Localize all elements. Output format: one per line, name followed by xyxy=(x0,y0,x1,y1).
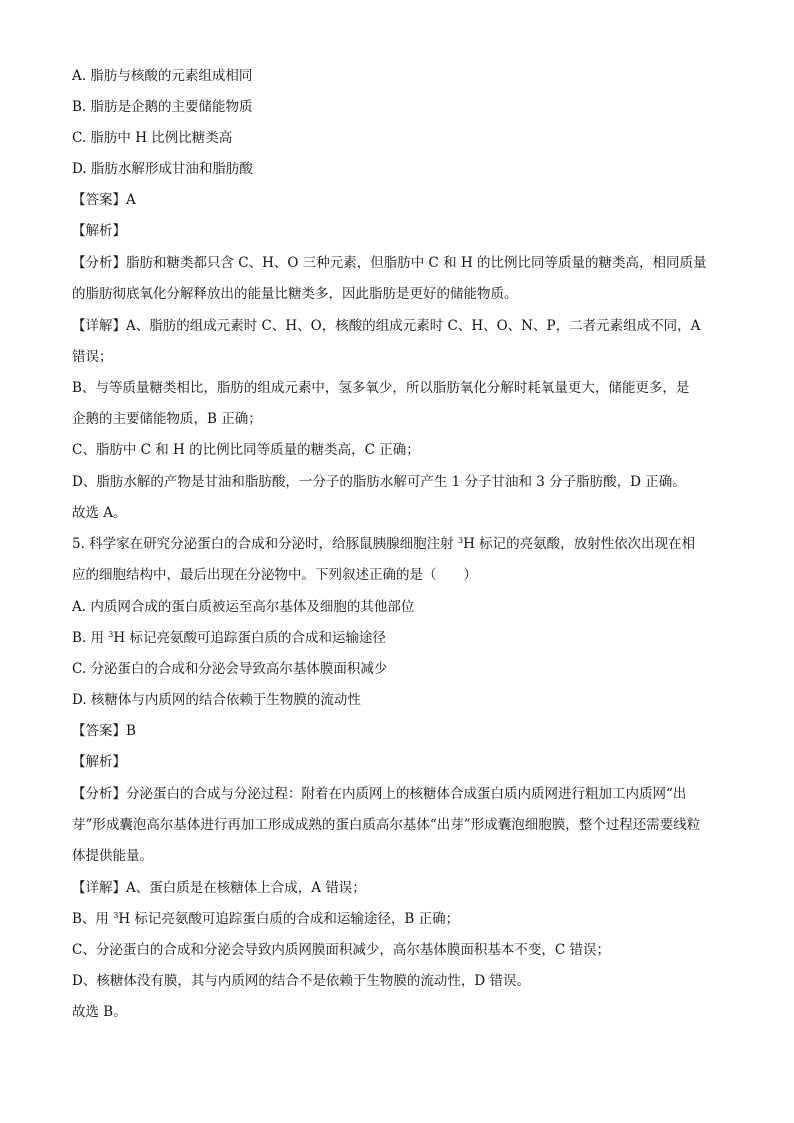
q4-detail-line-5: C、脂肪中 C 和 H 的比例比同等质量的糖类高，C 正确； xyxy=(72,442,420,458)
q5-detail-line-2 xyxy=(72,909,734,929)
q5-detail-line-3: C、分泌蛋白的合成和分泌会导致内质网膜面积减少，高尔基体膜面积基本不变，C 错误； xyxy=(72,942,610,958)
q4-fenxi-line-2: 的脂肪彻底氧化分解释放出的能量比糖类多，因此脂肪是更好的储能物质。 xyxy=(72,286,518,302)
q5-option-b-text-a: B. 用 xyxy=(72,630,109,646)
q5-option-c: C. 分泌蛋白的合成和分泌会导致高尔基体膜面积减少 xyxy=(72,661,388,677)
q4-detail-line-6: D、脂肪水解的产物是甘油和脂肪酸，一分子的脂肪水解可产生 1 分子甘油和 3 分子脂肪酸，D 正确。 xyxy=(72,474,686,490)
q4-conclusion: 故选 A。 xyxy=(72,505,127,521)
q5-stem-text-b: H 标记的亮氨酸，放射性依次出现在相 xyxy=(463,536,696,552)
q5-option-b-text-b: H 标记亮氨酸可追踪蛋白质的合成和运输途径 xyxy=(113,630,386,646)
q5-fenxi-line-3: 体提供能量。 xyxy=(72,848,153,864)
q4-detail-line-2: 错误； xyxy=(72,349,113,365)
q4-option-a: A. 脂肪与核酸的元素组成相同 xyxy=(72,68,253,84)
isotope-superscript: 3 xyxy=(457,536,464,545)
q5-stem-line-2: 应的细胞结构中，最后出现在分泌物中。下列叙述正确的是（ ） xyxy=(72,567,477,583)
q4-detail-line-4: 企鹅的主要储能物质，B 正确； xyxy=(72,411,262,427)
q5-option-d: D. 核糖体与内质网的结合依赖于生物膜的流动性 xyxy=(72,692,361,708)
q4-analysis-heading: 【解析】 xyxy=(72,223,126,239)
q5-fenxi-line-1: 【分析】分泌蛋白的合成与分泌过程：附着在内质网上的核糖体合成蛋白质内质网进行粗加工内质网“出 xyxy=(72,786,687,802)
q5-detail-line-4: D、核糖体没有膜，其与内质网的结合不是依赖于生物膜的流动性，D 错误。 xyxy=(72,973,530,989)
q4-detail-line-3: B、与等质量糖类相比，脂肪的组成元素中，氢多氧少，所以脂肪氧化分解时耗氧量更大，储能更多，是 xyxy=(72,380,690,396)
q4-answer: 【答案】A xyxy=(72,192,136,208)
q4-option-d: D. 脂肪水解形成甘油和脂肪酸 xyxy=(72,161,253,177)
q4-option-b: B. 脂肪是企鹅的主要储能物质 xyxy=(72,99,253,115)
q5-stem-text-a: 5. 科学家在研究分泌蛋白的合成和分泌时，给豚鼠胰腺细胞注射 xyxy=(72,536,458,552)
q5-detail-2-text-a: B、用 xyxy=(72,911,114,927)
isotope-superscript: 3 xyxy=(108,630,114,639)
q5-detail-line-1: 【详解】A、蛋白质是在核糖体上合成，A 错误； xyxy=(72,880,366,896)
q5-option-b xyxy=(72,628,734,648)
q5-fenxi-line-2: 芽”形成囊泡高尔基体进行再加工形成成熟的蛋白质高尔基体“出芽”形成囊泡细胞膜，整个过程还需要线粒 xyxy=(72,817,701,833)
q5-conclusion: 故选 B。 xyxy=(72,1004,127,1020)
q5-option-a: A. 内质网合成的蛋白质被运至高尔基体及细胞的其他部位 xyxy=(72,599,415,615)
q4-option-c: C. 脂肪中 H 比例比糖类高 xyxy=(72,130,233,146)
q4-detail-line-1: 【详解】A、脂肪的组成元素时 C、H、O，核酸的组成元素时 C、H、O、N、P，二者元素组成不同，A xyxy=(72,318,701,334)
q4-fenxi-line-1: 【分析】脂肪和糖类都只含 C、H、O 三种元素，但脂肪中 C 和 H 的比例比同等质量的糖类高，相同质量 xyxy=(72,255,707,271)
q5-detail-2-text-b: H 标记亮氨酸可追踪蛋白质的合成和运输途径，B 正确； xyxy=(118,911,460,927)
q5-stem-line-1 xyxy=(72,534,734,554)
isotope-superscript: 3 xyxy=(113,911,119,920)
q5-analysis-heading: 【解析】 xyxy=(72,754,126,770)
q5-answer: 【答案】B xyxy=(72,723,136,739)
